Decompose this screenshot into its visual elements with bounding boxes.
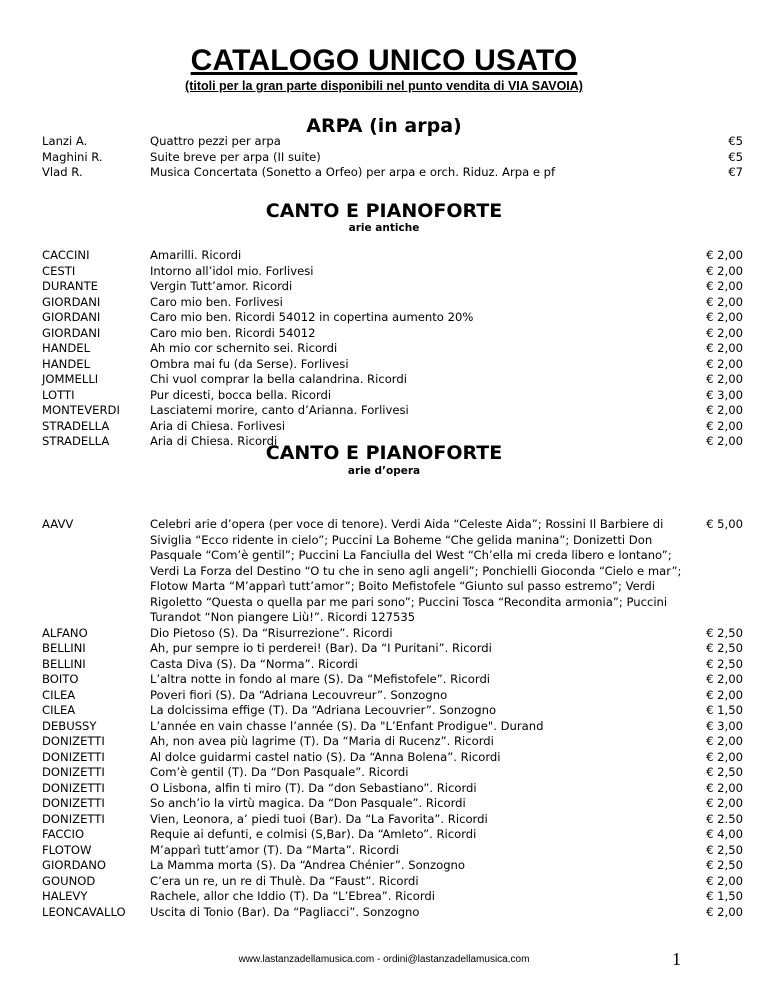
- catalog-row: [0, 827, 768, 843]
- item-description: Intorno all’idol mio. Forlivesi: [150, 263, 314, 278]
- item-price: € 2,50: [706, 641, 743, 655]
- composer-name: STRADELLA: [42, 434, 110, 448]
- item-description: La Mamma morta (S). Da “Andrea Chénier”. Sonzogno: [150, 858, 465, 872]
- composer-name: FLOTOW: [42, 842, 92, 857]
- catalog-row: [0, 843, 768, 859]
- item-description: Ombra mai fu (da Serse). Forlivesi: [150, 356, 349, 371]
- composer-name: Lanzi A.: [42, 134, 88, 148]
- item-description: O Lisbona, alfin ti miro (T). Da “don Sebastiano”. Ricordi: [150, 780, 477, 795]
- item-price: € 2,00: [706, 403, 743, 417]
- item-description: Quattro pezzi per arpa: [150, 134, 281, 148]
- item-price: € 2,00: [706, 904, 743, 919]
- composer-name: LEONCAVALLO: [42, 904, 126, 919]
- item-price: € 2,50: [706, 842, 743, 857]
- footer-contacts: www.lastanzadellamusica.com - ordini@lastanzadellamusica.com: [238, 954, 530, 965]
- item-description: C’era un re, un re di Thulè. Da “Faust”. Ricordi: [150, 873, 419, 888]
- item-description: Ah, non avea più lagrime (T). Da “Maria di Rucenz”. Ricordi: [150, 734, 494, 748]
- item-price: € 1,50: [706, 703, 743, 717]
- catalog-row: [0, 626, 768, 642]
- composer-name: CILEA: [42, 687, 76, 702]
- composer-name: DONIZETTI: [42, 796, 105, 810]
- item-description: Requie ai defunti, e colmisi (S,Bar). Da “Amleto”. Ricordi: [150, 827, 477, 841]
- item-price: € 2,00: [706, 418, 743, 433]
- item-price: € 1,50: [706, 889, 743, 903]
- catalog-row: [0, 357, 768, 373]
- composer-name: GOUNOD: [42, 873, 96, 888]
- catalog-row: [0, 874, 768, 890]
- catalog-row: [0, 372, 768, 388]
- composer-name: BOITO: [42, 672, 79, 686]
- item-price: € 2,00: [706, 294, 743, 309]
- item-price: € 2,00: [706, 734, 743, 748]
- composer-name: HANDEL: [42, 356, 91, 371]
- item-price: €7: [728, 165, 743, 179]
- catalog-row: [0, 641, 768, 657]
- page-number: 1: [672, 949, 681, 969]
- composer-name: GIORDANI: [42, 325, 101, 340]
- item-description: Dio Pietoso (S). Da “Risurrezione”. Ricordi: [150, 625, 393, 640]
- item-price: € 2,00: [706, 248, 743, 262]
- item-description: Al dolce guidarmi castel natio (S). Da “Anna Bolena”. Ricordi: [150, 749, 501, 764]
- composer-name: Maghini R.: [42, 149, 103, 164]
- item-price: € 2,00: [706, 749, 743, 764]
- item-description: Rachele, allor che Iddio (T). Da “L’Ebrea”. Ricordi: [150, 889, 435, 903]
- item-price: € 2,00: [706, 796, 743, 810]
- catalog-row: [0, 279, 768, 295]
- item-price: € 2,00: [706, 873, 743, 888]
- catalog-row: [0, 326, 768, 342]
- page-title: CATALOGO UNICO USATO: [190, 44, 578, 77]
- item-description: Lasciatemi morire, canto d’Arianna. Forlivesi: [150, 403, 409, 417]
- item-price: € 2,50: [706, 625, 743, 640]
- item-description: Musica Concertata (Sonetto a Orfeo) per arpa e orch. Riduz. Arpa e pf: [150, 165, 556, 179]
- composer-name: DONIZETTI: [42, 780, 105, 795]
- composer-name: BELLINI: [42, 656, 86, 671]
- catalog-row: [0, 388, 768, 404]
- composer-name: BELLINI: [42, 641, 86, 655]
- composer-name: ALFANO: [42, 625, 88, 640]
- item-price: € 2,00: [706, 356, 743, 371]
- composer-name: CESTI: [42, 263, 76, 278]
- composer-name: HANDEL: [42, 341, 91, 355]
- catalog-row: [0, 134, 768, 150]
- composer-name: HALEVY: [42, 889, 88, 903]
- composer-name: FACCIO: [42, 827, 85, 841]
- item-price: € 2,00: [706, 341, 743, 355]
- item-price: € 2,00: [706, 434, 743, 448]
- composer-name: MONTEVERDI: [42, 403, 120, 417]
- item-description: Ah, pur sempre io ti perderei! (Bar). Da “I Puritani”. Ricordi: [150, 641, 492, 655]
- item-description: M’apparì tutt’amor (T). Da “Marta”. Ricordi: [150, 842, 399, 857]
- item-price: € 2,00: [706, 263, 743, 278]
- catalog-row: [0, 905, 768, 921]
- composer-name: DONIZETTI: [42, 811, 105, 826]
- composer-name: AAVV: [42, 517, 74, 531]
- item-description: Chi vuol comprar la bella calandrina. Ricordi: [150, 372, 407, 386]
- item-description: Celebri arie d’opera (per voce di tenore). Verdi Aida “Celeste Aida”; Rossini Il Barbiere di Siviglia “Ecco ridente in cielo”; Puccini La Boheme “Che gelida manina”; Donizetti Don Pasquale “Com’è gentil”; Puccini La Fanciulla del West “Ch’ella mi creda libero e lontano”; Verdi La Forza del Destino “O tu che in seno agli angeli”; Ponchielli Gioconda “Cielo e mar”; Flotow Marta “M’apparì tutt’amor”; Boito Mefistofele “Giunto sul passo estremo”; Verdi Rigoletto “Questa o quella par me pari sono”; Puccini Tosca “Recondita armonia”; Puccini Turandot “Non piangere Liù!”. Ricordi 127535: [150, 517, 682, 624]
- item-price: € 2,00: [706, 279, 743, 293]
- item-description: Casta Diva (S). Da “Norma”. Ricordi: [150, 656, 358, 671]
- item-description: Aria di Chiesa. Ricordi: [150, 434, 278, 448]
- catalog-row: [0, 812, 768, 828]
- item-price: € 3,00: [706, 387, 743, 402]
- catalog-row: [0, 165, 768, 181]
- composer-name: DONIZETTI: [42, 749, 105, 764]
- section-subtitle-arie-opera: arie d’opera: [347, 465, 421, 477]
- catalog-row: [0, 781, 768, 797]
- catalog-row: [0, 248, 768, 264]
- section-title-arpa: ARPA (in arpa): [306, 115, 462, 137]
- item-price: € 2,00: [706, 780, 743, 795]
- catalog-row: [0, 657, 768, 673]
- page-subtitle-text: (titoli per la gran parte disponibili nel punto vendita di VIA SAVOIA): [185, 79, 583, 93]
- item-description: Uscita di Tonio (Bar). Da “Pagliacci”. Sonzogno: [150, 904, 420, 919]
- catalog-row: [0, 688, 768, 704]
- item-description: So anch’io la virtù magica. Da “Don Pasquale”. Ricordi: [150, 796, 466, 810]
- item-description: Aria di Chiesa. Forlivesi: [150, 418, 286, 433]
- item-price: € 2,00: [706, 672, 743, 686]
- catalog-row: [0, 765, 768, 781]
- catalog-row: [0, 295, 768, 311]
- section-rows-arpa: [0, 134, 768, 181]
- catalog-row: [0, 403, 768, 419]
- catalog-row: [0, 703, 768, 719]
- composer-name: STRADELLA: [42, 418, 110, 433]
- item-price: €5: [728, 134, 743, 148]
- catalog-row: [0, 719, 768, 735]
- composer-name: Vlad R.: [42, 165, 83, 179]
- composer-name: CILEA: [42, 703, 76, 717]
- section-subtitle-arie-antiche: arie antiche: [348, 222, 420, 234]
- item-price: €5: [728, 149, 743, 164]
- item-price: € 2,50: [706, 765, 743, 779]
- catalog-row: [0, 517, 768, 626]
- catalog-row: [0, 672, 768, 688]
- item-description: Ah mio cor schernito sei. Ricordi: [150, 341, 338, 355]
- item-description: Pur dicesti, bocca bella. Ricordi: [150, 387, 332, 402]
- catalog-row: [0, 889, 768, 905]
- composer-name: GIORDANO: [42, 858, 107, 872]
- item-description: Caro mio ben. Ricordi 54012: [150, 325, 316, 340]
- composer-name: GIORDANI: [42, 294, 101, 309]
- catalog-row: [0, 750, 768, 766]
- composer-name: GIORDANI: [42, 310, 101, 324]
- composer-name: LOTTI: [42, 387, 75, 402]
- catalog-row: [0, 150, 768, 166]
- composer-name: DURANTE: [42, 279, 99, 293]
- composer-name: DONIZETTI: [42, 765, 105, 779]
- item-description: L’année en vain chasse l’année (S). Da "L’Enfant Prodigue". Durand: [150, 718, 544, 733]
- item-description: Vien, Leonora, a’ piedi tuoi (Bar). Da “La Favorita”. Ricordi: [150, 811, 488, 826]
- item-description: Vergin Tutt’amor. Ricordi: [150, 279, 293, 293]
- item-description: Amarilli. Ricordi: [150, 248, 242, 262]
- section-rows-arie-antiche: [0, 248, 768, 450]
- catalog-row: [0, 796, 768, 812]
- item-price: € 2,00: [706, 372, 743, 386]
- catalog-row: [0, 264, 768, 280]
- item-price: € 3,00: [706, 718, 743, 733]
- item-description: La dolcissima effige (T). Da “Adriana Lecouvrier”. Sonzogno: [150, 703, 497, 717]
- item-price: € 2.50: [706, 811, 743, 826]
- catalog-row: [0, 734, 768, 750]
- catalog-row: [0, 341, 768, 357]
- composer-name: DEBUSSY: [42, 718, 97, 733]
- item-price: € 2,00: [706, 310, 743, 324]
- catalog-row: [0, 310, 768, 326]
- item-description: Caro mio ben. Ricordi 54012 in copertina aumento 20%: [150, 310, 474, 324]
- item-price: € 2,50: [706, 656, 743, 671]
- item-description: Poveri fiori (S). Da “Adriana Lecouvreur”. Sonzogno: [150, 687, 448, 702]
- item-description: Caro mio ben. Forlivesi: [150, 294, 283, 309]
- section-rows-arie-opera: [0, 517, 768, 920]
- catalog-row: [0, 419, 768, 435]
- composer-name: CACCINI: [42, 248, 90, 262]
- item-price: € 4,00: [706, 827, 743, 841]
- composer-name: JOMMELLI: [42, 372, 99, 386]
- page-subtitle: [0, 78, 768, 94]
- section-title-canto-arie-antiche: CANTO E PIANOFORTE: [265, 200, 503, 222]
- section-title-canto-arie-opera: CANTO E PIANOFORTE: [265, 442, 503, 464]
- item-description: Com’è gentil (T). Da “Don Pasquale”. Ricordi: [150, 765, 409, 779]
- item-price: € 2,00: [706, 687, 743, 702]
- catalog-row: [0, 858, 768, 874]
- item-description: L’altra notte in fondo al mare (S). Da “Mefistofele”. Ricordi: [150, 672, 491, 686]
- item-price: € 5,00: [706, 517, 743, 531]
- composer-name: DONIZETTI: [42, 734, 105, 748]
- item-description: Suite breve per arpa (II suite): [150, 149, 321, 164]
- item-price: € 2,00: [706, 325, 743, 340]
- item-price: € 2,50: [706, 858, 743, 872]
